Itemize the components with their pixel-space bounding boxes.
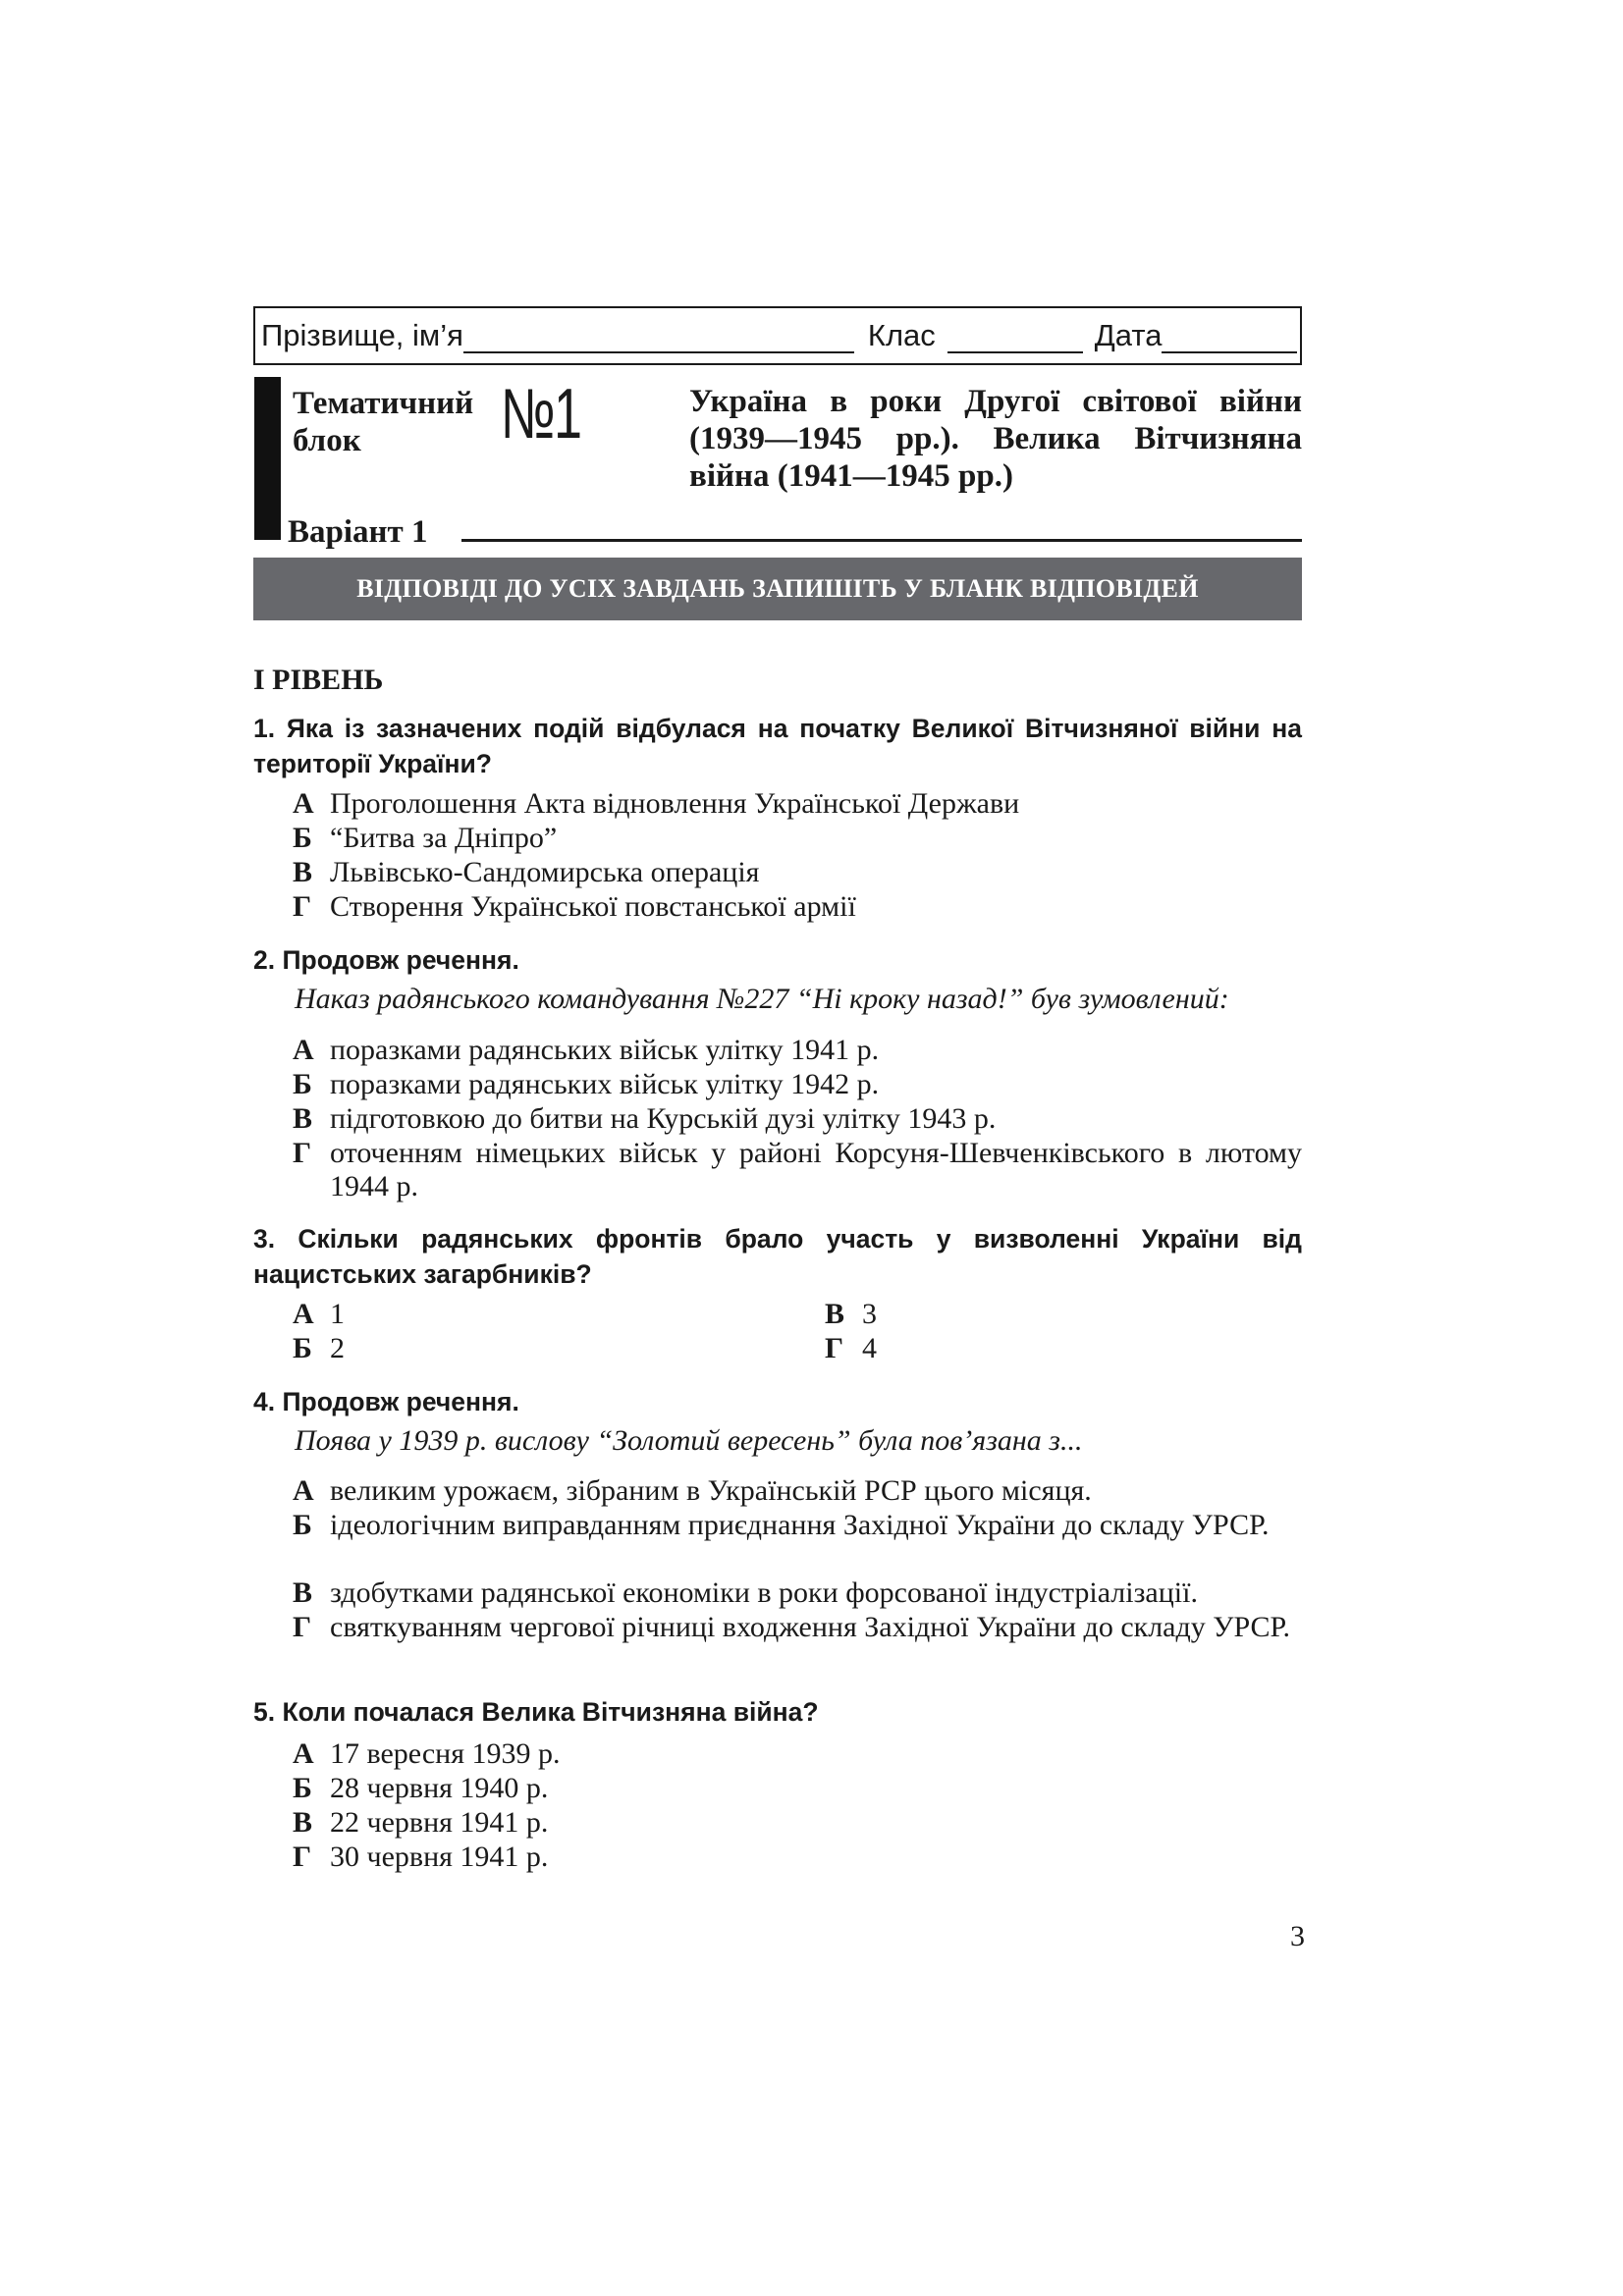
option-letter: В (293, 1576, 313, 1609)
question-2: 2. Продовж речення. (253, 945, 519, 975)
question-1: 1. Яка із зазначених подій відбулася на початку Великої Вітчизняної війни на території України? (253, 714, 1302, 778)
q3-option-b (293, 1332, 803, 1365)
q1-option-b (293, 822, 1302, 855)
instructions-banner (253, 558, 1302, 620)
option-text: 22 червня 1941 р. (330, 1806, 549, 1839)
q4-option-d (293, 1611, 1302, 1644)
option-text: здобутками радянської економіки в роки форсованої індустріалізації. (330, 1576, 1198, 1609)
name-label: Прізвище, ім’я (261, 318, 463, 352)
q5-option-d (293, 1841, 1302, 1874)
q5-option-a (293, 1737, 1302, 1771)
class-blank (947, 318, 1083, 353)
q4-option-c (293, 1576, 1302, 1610)
variant-label: Варіант 1 (288, 514, 428, 550)
question-3: 3. Скільки радянських фронтів брало участь у визволенні України від нацистських загарбників? (253, 1224, 1302, 1289)
page-number: 3 (1290, 1920, 1305, 1952)
block-number: №1 (501, 375, 581, 454)
option-letter: Г (293, 1611, 312, 1643)
option-letter: А (293, 1298, 314, 1330)
q3-option-c (825, 1298, 1217, 1331)
option-text: оточенням німецьких військ у районі Корсуня-Шевченківського в лютому 1944 р. (330, 1137, 1302, 1202)
option-text: поразками радянських військ улітку 1941 р. (330, 1034, 880, 1066)
q4-option-a (293, 1474, 1302, 1508)
option-letter: Г (293, 890, 312, 923)
instructions-text: ВІДПОВІДІ ДО УСІХ ЗАВДАНЬ ЗАПИШІТЬ У БЛАНК ВІДПОВІДЕЙ (356, 574, 1199, 603)
q2-option-a (293, 1034, 1302, 1067)
q1-option-c (293, 856, 1302, 889)
option-text: 30 червня 1941 р. (330, 1841, 549, 1873)
block-title: Україна в роки Другої світової війни (1939—1945 рр.). Велика Вітчизняна війна (1941—1945 рр.) (689, 384, 1302, 494)
q5-option-b (293, 1772, 1302, 1805)
block-label (293, 385, 473, 459)
option-letter: Б (293, 1068, 312, 1100)
variant-rule (461, 539, 1302, 542)
option-letter: Б (293, 822, 312, 854)
q3-option-d (825, 1332, 1217, 1365)
q5-option-c (293, 1806, 1302, 1840)
option-letter: В (293, 856, 313, 888)
option-text: ідеологічним виправданням приєднання Західної України до складу УРСР. (330, 1509, 1270, 1541)
date-blank (1162, 318, 1297, 353)
q3-option-a (293, 1298, 803, 1331)
option-text: 1 (330, 1298, 345, 1330)
option-text: Проголошення Акта відновлення Української Держави (330, 787, 1020, 820)
question-5: 5. Коли почалася Велика Вітчизняна війна? (253, 1697, 819, 1727)
option-text: 4 (862, 1332, 877, 1364)
q2-option-b (293, 1068, 1302, 1101)
option-text: Створення Української повстанської армії (330, 890, 856, 923)
option-text: великим урожаєм, зібраним в Українській РСР цього місяця. (330, 1474, 1092, 1507)
option-letter: В (293, 1102, 313, 1135)
block-label-line2: блок (293, 423, 361, 458)
option-letter: В (825, 1298, 845, 1330)
class-label: Клас (867, 318, 936, 352)
q4-lead: Поява у 1939 р. вислову “Золотий вересень” була пов’язана з... (295, 1424, 1083, 1457)
option-letter: Б (293, 1332, 312, 1364)
option-text: 2 (330, 1332, 345, 1364)
option-letter: Г (293, 1841, 312, 1873)
date-label: Дата (1094, 318, 1163, 352)
option-text: “Битва за Дніпро” (330, 822, 558, 854)
option-text: Львівсько-Сандомирська операція (330, 856, 760, 888)
heading-bar (254, 377, 281, 540)
q1-option-d (293, 890, 1302, 924)
option-letter: Г (825, 1332, 844, 1364)
q1-option-a (293, 787, 1302, 821)
name-blank (463, 318, 854, 353)
question-4: 4. Продовж речення. (253, 1387, 519, 1416)
option-letter: Г (293, 1137, 312, 1169)
student-info-box (253, 306, 1302, 365)
option-text: підготовкою до битви на Курській дузі улітку 1943 р. (330, 1102, 997, 1135)
option-letter: Б (293, 1772, 312, 1804)
option-text: святкуванням чергової річниці входження Західної України до складу УРСР. (330, 1611, 1290, 1643)
option-letter: В (293, 1806, 313, 1839)
block-label-line1: Тематичний (293, 386, 474, 421)
option-text: поразками радянських військ улітку 1942 р. (330, 1068, 880, 1100)
option-text: 28 червня 1940 р. (330, 1772, 549, 1804)
option-text: 17 вересня 1939 р. (330, 1737, 561, 1770)
q2-lead: Наказ радянського командування №227 “Ні кроку назад!” був зумовлений: (295, 983, 1229, 1015)
q2-option-c (293, 1102, 1302, 1136)
option-letter: А (293, 1737, 314, 1770)
option-letter: Б (293, 1509, 312, 1541)
option-letter: А (293, 787, 314, 820)
level-heading: І РІВЕНЬ (253, 664, 384, 696)
option-letter: А (293, 1474, 314, 1507)
q2-option-d (293, 1137, 1302, 1203)
option-text: 3 (862, 1298, 877, 1330)
option-letter: А (293, 1034, 314, 1066)
q4-option-b (293, 1509, 1302, 1542)
